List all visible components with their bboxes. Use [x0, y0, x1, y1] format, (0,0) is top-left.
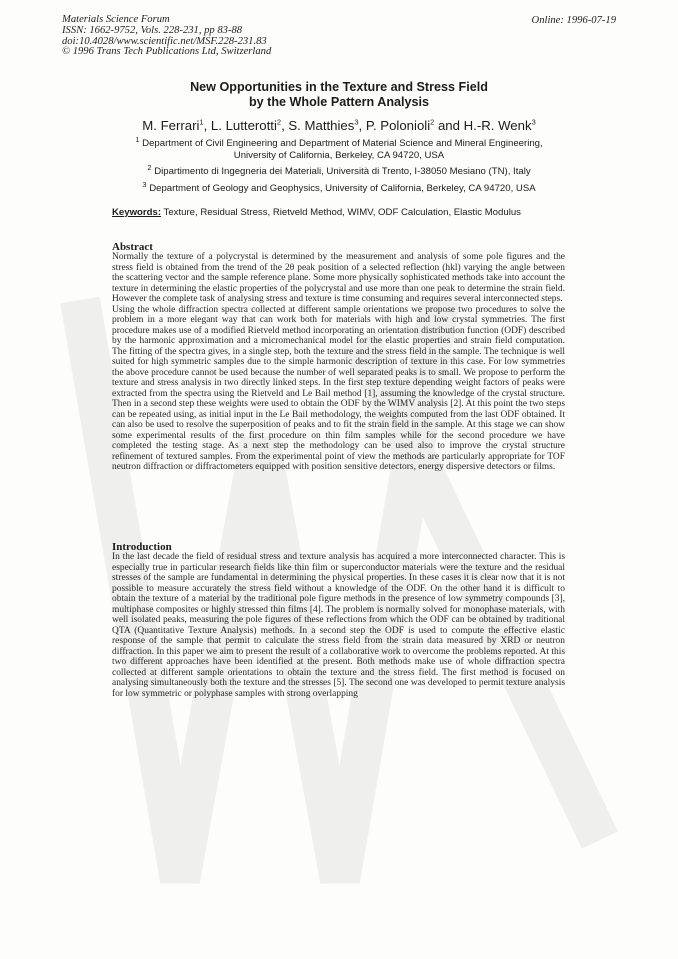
affiliation-3: $^3$ Department of Geology and Geophysics, University of California, Berkeley, CA 94720, USA [142, 179, 536, 194]
abstract-paragraph: Using the whole diffraction spectra collected at different sample orientations we propose two procedures to solve the problem in a more elegant way that can work both for materials with high and low crystal symmetries. The first procedure makes use of a modified Rietveld method incorporating an orientation distribution function (ODF) described by the harmonic approximation and a micromechanical model for the elastic properties and strain field computation. The fitting of the spectra gives, in a single step, both the texture and the stress field in the sample. The technique is well suited for high symmetric samples due to the simple harmonic description of texture in this case. For low symmetries the above procedure cannot be used because the number of well separated peaks is to small. We propose to perform the texture and stress analysis in two directly linked steps. In the first step texture depending weight factors of peaks were extracted from the spectra using the Rietveld and Le Bail method [1], assuming the knowledge of the crystal structure. Then in a second step these weights were used to obtain the ODF by the WIMV analysis [2]. At this point the two steps can be repeated using, as initial input in the Le Bail methodology, the weights computed from the last ODF obtained. It can also be used to resolve the superposition of peaks and to fit the strain field in the sample. At this stage we can show some experimental results of the first procedure on thin film samples while for the second procedure we have completed the testing stage. As a next step the methodology can be used also to improve the crystal structure refinement of textured samples. From the experimental point of view the methods are particularly appropriate for TOF neutron diffraction or diffractometers equipped with position sensitive detectors, energy dispersive detectors or films. [112, 304, 565, 472]
abstract-body [112, 252, 565, 473]
author: S. Matthies$^3$, [288, 117, 366, 133]
author: P. Polonioli$^2$ and [365, 117, 464, 133]
affiliation-1: $^1$ Department of Civil Engineering and Department of Material Science and Mineral Engineering, University of California, Berkeley, CA 94720, USA [135, 134, 543, 161]
title-line-2: by the Whole Pattern Analysis [248, 95, 430, 109]
journal-name: Materials Science Forum [62, 14, 170, 25]
keywords [112, 207, 582, 219]
author: L. Lutterotti$^2$, [210, 117, 289, 133]
introduction-body [112, 552, 565, 699]
copyright-line: © 1996 Trans Tech Publications Ltd, Switzerland [62, 46, 272, 58]
journal-info [62, 15, 271, 58]
affiliation-2: $^2$ Dipartimento di Ingegneria dei Materiali, Università di Trento, I-38050 Mesiano (TN), Italy [147, 162, 531, 177]
introduction-heading: Introduction [112, 541, 172, 553]
doi-line[interactable]: doi:10.4028/www.scientific.net/MSF.228-231.83 [62, 35, 267, 47]
abstract-heading: Abstract [112, 241, 153, 253]
abstract-paragraph: Normally the texture of a polycrystal is determined by the measurement and analysis of some pole figures and the stress field is obtained from the trend of the 2θ peak position of a selected reflection (hkl) varying the angle between the scattering vector and the sample reference plane. Some more physically sophisticated methods take into account the texture in determining the elastic properties of the polycrystal and use more than one peak to determine the strain field. However the complete task of analysing stress and texture is time consuming and requires several interconnected steps. [112, 252, 565, 304]
author-list [80, 118, 598, 134]
title-line-1: New Opportunities in the Texture and Stress Field [190, 80, 488, 94]
keywords-label: Keywords: [112, 207, 162, 218]
paper-title [100, 80, 578, 110]
issn-line: ISSN: 1662-9752, Vols. 228-231, pp 83-88 [62, 24, 243, 36]
introduction-paragraph: In the last decade the field of residual stress and texture analysis has acquired a more interconnected character. This is especially true in particular research fields like thin film or superconductor materials were the texture and the residual stresses of the sample are fundamental in determining the physical properties. In these cases it is clear now that it is not possible to measure accurately the stress field without a knowledge of the ODF. On the other hand it is difficult to obtain the texture of a material by the traditional pole figure methods in the presence of low symmetry compounds [3], multiphase composites or highly stressed thin films [4]. The problem is normally solved for monophase materials, with well isolated peaks, measuring the pole figures of these reflections from which the ODF can be obtained by traditional QTA (Quantitative Texture Analysis) methods. In a second step the ODF is used to compute the effective elastic response of the sample that permit to calculate the stress field from the strain data measured by XRD or neutron diffraction. In this paper we aim to present the result of a collaborative work to overcome the problems reported. At this two different approaches have been identified at the present. Both methods make use of whole diffraction spectra collected at different sample orientations to obtain the texture and the stress field. The first method is focused on analysing simultaneously both the texture and the stresses [5]. The second one was developed to permit texture analysis for low symmetric or polyphase samples with strong overlapping [112, 552, 565, 699]
keywords-text: Texture, Residual Stress, Rietveld Method, WIMV, ODF Calculation, Elastic Modulus [161, 207, 521, 218]
author: M. Ferrari$^1$, [142, 117, 211, 133]
author: H.-R. Wenk$^3$ [463, 117, 536, 133]
online-date: Online: 1996-07-19 [531, 15, 616, 26]
